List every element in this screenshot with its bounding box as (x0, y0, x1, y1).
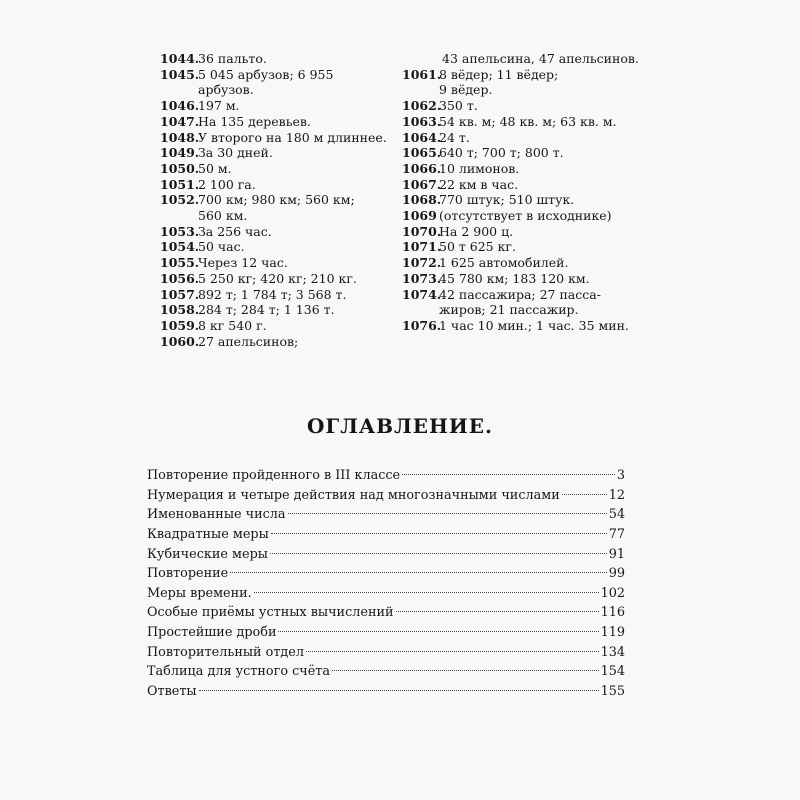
toc-leader-dots (288, 513, 607, 514)
toc-leader-dots (199, 690, 599, 691)
answer-number: 1070. (402, 223, 442, 239)
answer-line (402, 130, 634, 146)
toc-leader-dots (562, 494, 607, 495)
toc-entry (147, 603, 625, 623)
answer-text: 640 т; 700 т; 800 т. (439, 145, 564, 161)
answer-line (402, 224, 634, 240)
answer-line (160, 98, 385, 114)
answer-line (160, 130, 385, 146)
answer-line (160, 67, 385, 83)
answer-text: 42 пассажира; 27 пасса- (439, 286, 601, 302)
toc-entry-label: Повторительный отдел (147, 644, 304, 660)
toc-entry (147, 545, 625, 565)
answers-column-left (160, 51, 385, 349)
answer-text: 284 т; 284 т; 1 136 т. (198, 302, 335, 318)
answer-text: 770 штук; 510 штук. (439, 192, 575, 208)
answer-number: 1049. (160, 145, 200, 161)
toc-entry-page: 154 (600, 664, 625, 680)
answer-number: 1057. (160, 286, 200, 302)
answer-text: 36 пальто. (198, 51, 267, 66)
answer-number: 1069 (402, 208, 437, 224)
toc-leader-dots (270, 553, 607, 554)
answer-line (160, 255, 385, 271)
answer-text: 9 вёдер. (439, 82, 493, 98)
answer-number: 1072. (402, 255, 442, 271)
answer-line (402, 239, 634, 255)
answer-number: 1062. (402, 98, 442, 114)
answer-number: 1066. (402, 160, 442, 176)
answer-number: 1050. (160, 160, 200, 176)
answer-text: На 135 деревьев. (198, 113, 311, 129)
toc-entry-label: Ответы (147, 684, 197, 700)
answer-text: 5 250 кг; 420 кг; 210 кг. (198, 270, 357, 286)
toc-entry (147, 486, 625, 506)
answer-text: 54 кв. м; 48 кв. м; 63 кв. м. (439, 113, 617, 129)
answer-number: 1068. (402, 192, 442, 208)
answer-line (402, 145, 634, 161)
answer-text: 197 м. (198, 98, 240, 114)
answer-number: 1058. (160, 302, 200, 318)
answer-number: 1059. (160, 317, 200, 333)
answer-line (160, 318, 385, 334)
toc-entry (147, 466, 625, 486)
answer-line (160, 271, 385, 287)
answer-line (402, 208, 634, 224)
answer-number: 1052. (160, 192, 200, 208)
answer-line (402, 67, 634, 83)
toc-entry-label: Таблица для устного счёта (147, 664, 330, 680)
answer-line (402, 177, 634, 193)
answer-number: 1067. (402, 176, 442, 192)
toc-leader-dots (396, 611, 599, 612)
answer-number: 1048. (160, 129, 200, 145)
answer-text: 892 т; 1 784 т; 3 568 т. (198, 286, 347, 302)
answer-number: 1074. (402, 286, 442, 302)
answer-text: 1 час 10 мин.; 1 час. 35 мин. (439, 317, 629, 333)
answer-text: 560 км. (198, 208, 248, 224)
toc-entry-page: 116 (600, 605, 625, 621)
toc-entry-label: Кубические меры (147, 546, 268, 562)
toc-entry-label: Повторение пройденного в III классе (147, 468, 401, 483)
answer-number: 1061. (402, 66, 442, 82)
answer-text: Через 12 час. (198, 255, 288, 271)
toc-leader-dots (271, 533, 607, 534)
answer-text: арбузов. (198, 82, 254, 98)
answer-line (402, 82, 634, 98)
toc-entry-page: 155 (600, 684, 625, 700)
answer-line (402, 318, 634, 334)
toc-entry (147, 623, 625, 643)
answer-text: 350 т. (439, 98, 478, 114)
answer-number: 1051. (160, 176, 200, 192)
answer-text: 8 кг 540 г. (198, 317, 267, 333)
toc-entry-label: Простейшие дроби (147, 625, 277, 641)
answer-number: 1046. (160, 98, 200, 114)
toc-entry (147, 662, 625, 682)
answer-text: 45 780 км; 183 120 км. (439, 270, 590, 286)
answer-line (402, 287, 634, 303)
answer-number: 1063. (402, 113, 442, 129)
toc-entry (147, 643, 625, 663)
answer-line (160, 177, 385, 193)
toc-entry (147, 505, 625, 525)
answer-line (160, 145, 385, 161)
answer-line (402, 114, 634, 130)
toc-entry-page: 102 (600, 585, 625, 601)
toc-leader-dots (332, 670, 599, 671)
toc-entry (147, 682, 625, 702)
toc-entry-label: Именованные числа (147, 507, 286, 523)
answer-line (402, 302, 634, 318)
toc-title: ОГЛАВЛЕНИЕ. (306, 414, 494, 438)
toc-entry (147, 584, 625, 604)
toc-entry-page: 54 (608, 507, 625, 523)
toc-entry (147, 525, 625, 545)
answer-line (402, 255, 634, 271)
table-of-contents (147, 466, 625, 702)
answer-number: 1053. (160, 223, 200, 239)
answer-number: 1044. (160, 51, 200, 66)
answer-number: 1071. (402, 239, 442, 255)
answer-line (402, 271, 634, 287)
answer-line (160, 239, 385, 255)
toc-entry (147, 564, 625, 584)
toc-leader-dots (402, 474, 615, 475)
answer-text: 27 апельсинов; (198, 333, 299, 349)
toc-entry-page: 119 (600, 625, 625, 641)
answer-text: 50 час. (198, 239, 245, 255)
answer-line (160, 224, 385, 240)
toc-entry-page: 99 (608, 566, 625, 582)
answers-column-right (402, 51, 639, 334)
answer-text: 22 км в час. (439, 176, 519, 192)
answer-line (402, 51, 639, 67)
answer-number: 1065. (402, 145, 442, 161)
answer-text: 43 апельсина, 47 апельсинов. (442, 51, 639, 66)
answer-line (160, 302, 385, 318)
toc-entry-label: Нумерация и четыре действия над многозначными числами (147, 487, 560, 503)
answer-text: 50 м. (198, 160, 232, 176)
answer-line (402, 98, 634, 114)
toc-entry-page: 91 (608, 546, 625, 562)
toc-leader-dots (278, 631, 598, 632)
answer-text: 5 045 арбузов; 6 955 (198, 66, 334, 82)
answer-line (402, 161, 634, 177)
answer-number: 1064. (402, 129, 442, 145)
toc-entry-page: 12 (608, 487, 625, 503)
answer-text: 700 км; 980 км; 560 км; (198, 192, 355, 208)
toc-entry-page: 134 (600, 644, 625, 660)
answer-text: 24 т. (439, 129, 470, 145)
answer-text: 10 лимонов. (439, 160, 520, 176)
toc-entry-label: Повторение (147, 566, 229, 582)
answer-line (160, 161, 385, 177)
answer-number: 1054. (160, 239, 200, 255)
answer-text: 1 625 автомобилей. (439, 255, 569, 271)
answer-text: На 2 900 ц. (439, 223, 514, 239)
answer-number: 1056. (160, 270, 200, 286)
answer-text: 8 вёдер; 11 вёдер; (439, 66, 559, 82)
answer-number: 1073. (402, 270, 442, 286)
answer-number: 1076. (402, 317, 442, 333)
toc-leader-dots (254, 592, 599, 593)
toc-entry-page: 3 (616, 468, 625, 483)
answer-line (160, 114, 385, 130)
toc-leader-dots (230, 572, 606, 573)
answer-line (160, 192, 385, 208)
toc-entry-label: Квадратные меры (147, 526, 269, 542)
answer-text: 50 т 625 кг. (439, 239, 516, 255)
answer-text: жиров; 21 пассажир. (439, 302, 579, 318)
answer-number: 1055. (160, 255, 200, 271)
answer-text: У второго на 180 м длиннее. (198, 129, 387, 145)
answer-line (160, 334, 385, 350)
answer-number: 1045. (160, 66, 200, 82)
answer-line (402, 192, 634, 208)
answer-text: 2 100 га. (198, 176, 256, 192)
toc-entry-label: Меры времени. (147, 585, 252, 601)
toc-leader-dots (306, 651, 599, 652)
answer-line (160, 208, 385, 224)
answer-text: (отсутствует в исходнике) (439, 208, 612, 224)
toc-entry-page: 77 (608, 526, 625, 542)
answer-number: 1047. (160, 113, 200, 129)
answer-line (160, 51, 385, 67)
answer-text: За 30 дней. (198, 145, 273, 161)
answer-text: За 256 час. (198, 223, 272, 239)
answer-line (160, 82, 385, 98)
toc-entry-label: Особые приёмы устных вычислений (147, 605, 394, 621)
answer-number: 1060. (160, 333, 200, 349)
answer-line (160, 287, 385, 303)
